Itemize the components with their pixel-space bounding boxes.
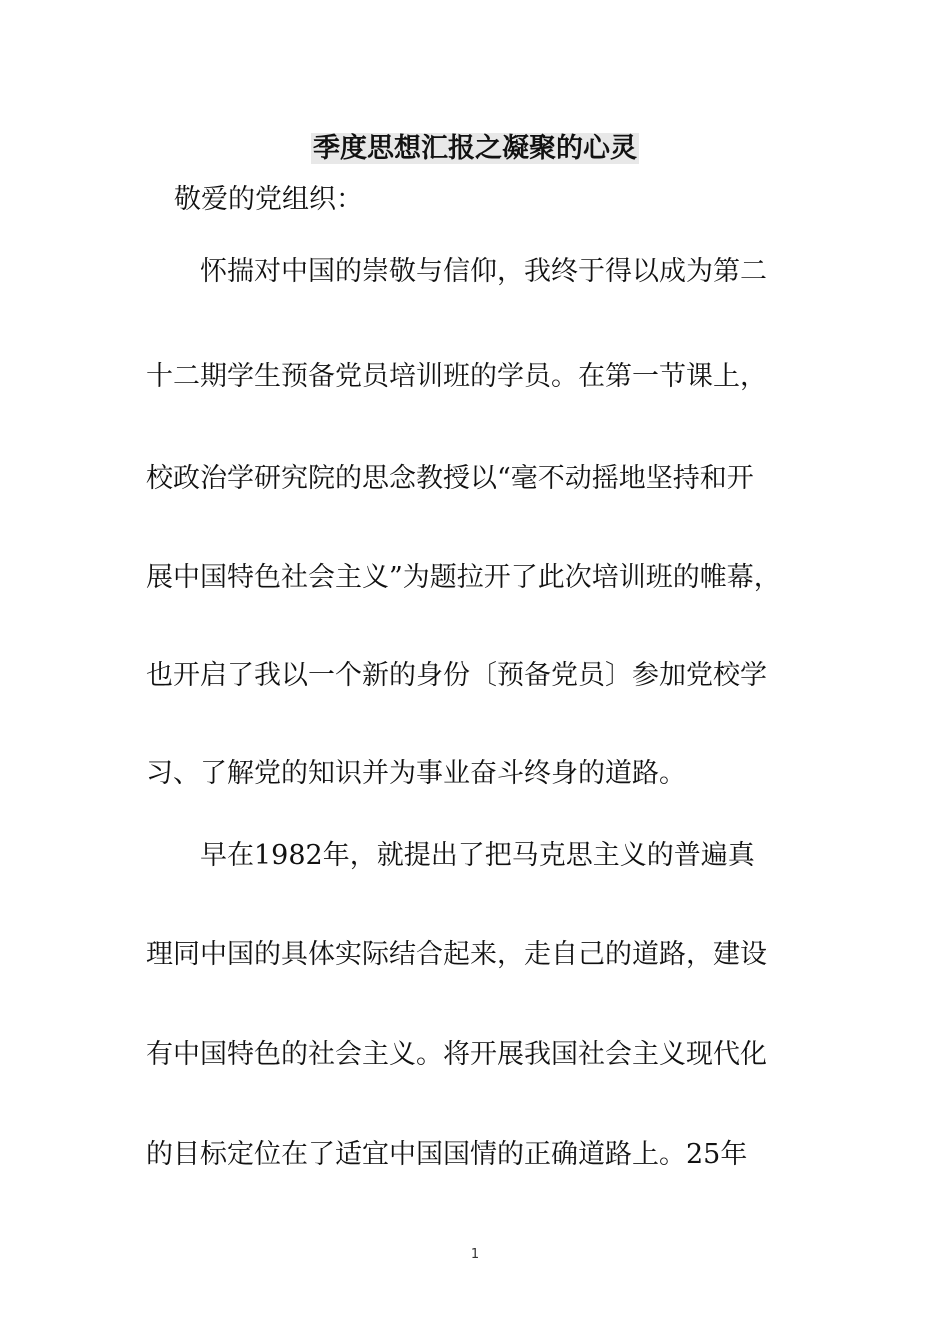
body-line-9: 有中国特色的社会主义。将开展我国社会主义现代化 (146, 1039, 767, 1070)
body-line-6: 习、了解党的知识并为事业奋斗终身的道路。 (146, 758, 686, 789)
body-line-7: 早在1982年，就提出了把马克思主义的普遍真 (146, 840, 755, 871)
body-line-3: 校政治学研究院的思念教授以“毫不动摇地坚持和开 (146, 463, 754, 494)
body-line-2: 十二期学生预备党员培训班的学员。在第一节课上， (146, 361, 767, 392)
body-line-4: 展中国特色社会主义”为题拉开了此次培训班的帷幕， (146, 562, 781, 593)
document-title-text: 季度思想汇报之凝聚的心灵 (313, 133, 637, 164)
salutation: 敬爱的党组织： (174, 184, 363, 215)
page-number: 1 (470, 1247, 480, 1262)
document-title (0, 129, 950, 169)
body-line-1: 怀揣对中国的崇敬与信仰，我终于得以成为第二 (146, 256, 767, 287)
body-line-10: 的目标定位在了适宜中国国情的正确道路上。25年 (146, 1139, 748, 1170)
body-line-5: 也开启了我以一个新的身份〔预备党员〕参加党校学 (146, 660, 767, 691)
body-line-8: 理同中国的具体实际结合起来，走自己的道路，建设 (146, 939, 767, 970)
